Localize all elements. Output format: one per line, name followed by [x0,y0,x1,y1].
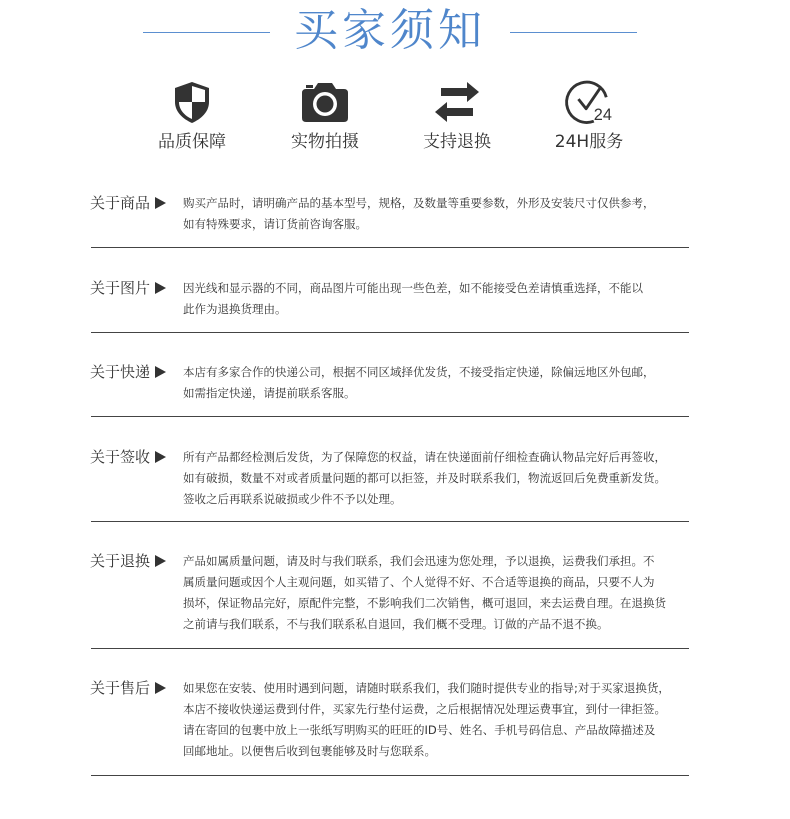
title-divider-right [510,32,637,33]
section-heading-text: 关于签收 [90,448,151,466]
section-line: 此作为退换货理由。 [183,302,287,316]
section-divider [91,775,689,776]
feature-photo [265,78,385,154]
section-line: 请在寄回的包裹中放上一张纸写明购买的旺旺的ID号、姓名、手机号码信息、产品故障描述及 [183,723,656,737]
camera-icon [299,78,351,126]
shield-icon [168,78,216,126]
arrow-right-icon [155,451,166,463]
arrow-right-icon [155,282,166,294]
feature-label: 品质保障 [158,132,226,152]
section-line: 本店不接收快递运费到付件，买家先行垫付运费，之后根据情况处理运费事宜，到付一律拒签。 [183,702,666,716]
arrow-right-icon [155,682,166,694]
section-line: 本店有多家合作的快递公司，根据不同区域择优发货，不接受指定快递，除偏远地区外包邮， [183,365,655,379]
section-line: 如需指定快递，请提前联系客服。 [183,386,356,400]
section-divider [91,521,689,522]
section-line: 如有破损，数量不对或者质量问题的都可以拒签，并及时联系我们，物流返回后免费重新发货。 [183,471,666,485]
section-heading [90,193,166,214]
section-line: 之前请与我们联系，不与我们联系私自退回，我们概不受理。订做的产品不退不换。 [183,617,609,631]
feature-label: 24H服务 [554,132,624,152]
section-line: 属质量问题或因个人主观问题，如买错了、个人觉得不好、不合适等退换的商品，只要不人为 [183,575,655,589]
section-heading [90,278,166,299]
clock-24-text: 24 [593,106,612,125]
section-divider [91,247,689,248]
feature-service [529,78,649,154]
section-heading [90,447,166,468]
arrow-right-icon [155,555,166,567]
section-heading-text: 关于商品 [90,194,151,212]
arrow-right-icon [155,366,166,378]
section-line: 因光线和显示器的不同，商品图片可能出现一些色差，如不能接受色差请慎重选择，不能以 [183,281,643,295]
section-heading [90,678,166,699]
feature-label: 实物拍摄 [291,132,359,152]
section-heading-text: 关于图片 [90,279,151,297]
section-line: 产品如属质量问题，请及时与我们联系，我们会迅速为您处理，予以退换，运费我们承担。不 [183,554,655,568]
page-title: 买家须知 [294,5,486,56]
section-heading-text: 关于退换 [90,552,151,570]
arrow-right-icon [155,197,166,209]
page-header [0,0,790,66]
section-divider [91,648,689,649]
section-line: 如果您在安装、使用时遇到问题，请随时联系我们，我们随时提供专业的指导;对于买家退换货， [183,681,670,695]
section-body [183,447,703,510]
section-line: 如有特殊要求，请订货前咨询客服。 [183,217,367,231]
title-divider-left [143,32,270,33]
section-line: 回邮地址。以便售后收到包裹能够及时与您联系。 [183,744,436,758]
section-body [183,362,703,404]
feature-row [0,78,790,158]
exchange-arrows-icon [431,78,483,126]
section-body [183,193,703,235]
section-divider [91,332,689,333]
section-heading-text: 关于售后 [90,679,151,697]
section-heading-text: 关于快递 [90,363,151,381]
section-heading [90,551,166,572]
section-body [183,678,703,762]
section-line: 签收之后再联系说破损或少件不予以处理。 [183,492,402,506]
section-body [183,551,703,635]
feature-return [397,78,517,154]
section-line: 所有产品都经检测后发货，为了保障您的权益，请在快递面前仔细检查确认物品完好后再签收， [183,450,666,464]
feature-quality [132,78,252,154]
section-line: 购买产品时，请明确产品的基本型号，规格，及数量等重要参数，外形及安装尺寸仅供参考， [183,196,655,210]
section-line: 损坏，保证物品完好，原配件完整，不影响我们二次销售，概可退回，来去运费自理。在退换货 [183,596,666,610]
clock-24-icon [561,78,617,126]
section-divider [91,416,689,417]
section-heading [90,362,166,383]
section-body [183,278,703,320]
feature-label: 支持退换 [423,132,491,152]
